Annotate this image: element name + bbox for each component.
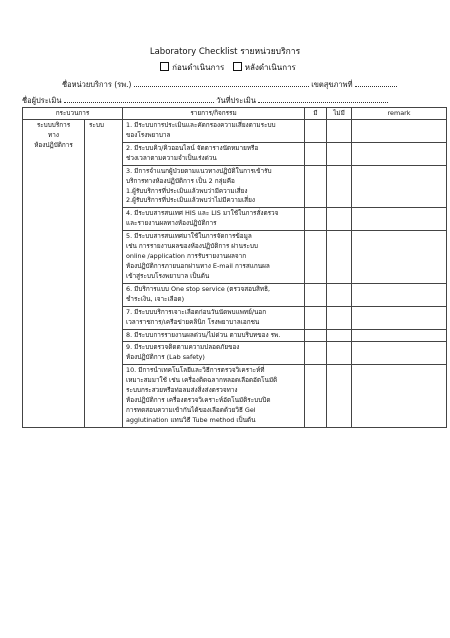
remark-cell[interactable]	[352, 283, 447, 306]
region-label: เขตสุขภาพที่	[311, 80, 353, 89]
activity-text-line: 10. มีการนำเทคโนโลยีและวิธีการตรวจวิเคราะห์ที่	[126, 366, 265, 375]
activity-text-line: ห้องปฏิบัติการ (Lab safety)	[126, 353, 205, 362]
activity-cell	[123, 365, 305, 428]
remark-cell[interactable]	[352, 120, 447, 143]
yes-cell[interactable]	[305, 165, 327, 208]
table-header-row	[23, 108, 447, 120]
yes-cell[interactable]	[305, 306, 327, 329]
no-cell[interactable]	[327, 208, 352, 231]
activity-text-line: เวลาราชการ/เครือข่ายคลินิก โรงพยาบาลเอกชน	[126, 317, 260, 326]
region-field[interactable]	[355, 78, 397, 87]
activity-text-line: และรายงานผลทางห้องปฏิบัติการ	[126, 219, 217, 228]
activity-text-line: online /application การรับรายงานผลจาก	[126, 252, 247, 261]
no-cell[interactable]	[327, 142, 352, 165]
activity-text-line: agglutination แทนวิธี Tube method เป็นต้น	[126, 415, 256, 424]
process-cell	[23, 120, 85, 428]
yes-cell[interactable]	[305, 329, 327, 342]
yes-cell[interactable]	[305, 120, 327, 143]
activity-cell	[123, 231, 305, 284]
date-field[interactable]	[258, 94, 388, 103]
activity-cell	[123, 120, 305, 143]
activity-text-line: ห้องปฏิบัติการ เครื่องตรวจวิเคราะห์อัตโนมัติระบบปิด	[126, 396, 271, 405]
activity-text-line: 4. มีระบบสารสนเทศ HIS และ LIS มาใช้ในการสั่งตรวจ	[126, 209, 279, 218]
after-checkbox[interactable]	[233, 62, 242, 71]
activity-text-line: 9. มีระบบตรวจติดตามความปลอดภัยของ	[126, 343, 240, 352]
no-cell[interactable]	[327, 231, 352, 284]
unit-line	[62, 78, 397, 91]
yes-cell[interactable]	[305, 283, 327, 306]
activity-cell	[123, 165, 305, 208]
activity-text-line: ชำระเงิน, เจาะเลือด)	[126, 294, 185, 303]
remark-cell[interactable]	[352, 142, 447, 165]
column-header-remark: remark	[352, 108, 447, 120]
activity-text-line: ของโรงพยาบาล	[126, 130, 171, 139]
activity-text-line: 5. มีระบบสารสนเทศมาใช้ในการจัดการข้อมูล	[126, 232, 252, 241]
no-cell[interactable]	[327, 165, 352, 208]
column-header-process: กระบวนการ	[23, 108, 123, 120]
document-title: Laboratory Checklist รายหน่วยบริการ	[149, 47, 301, 57]
no-cell[interactable]	[327, 283, 352, 306]
remark-cell[interactable]	[352, 306, 447, 329]
activity-text-line: 1.ผู้รับบริการที่ประเมินแล้วพบว่ามีความเสี่ยง	[126, 186, 248, 195]
activity-text-line: 1. มีระบบการประเมินและคัดกรองความเสี่ยงตามระบบ	[126, 121, 276, 129]
activity-text-line: เช่น การรายงานผลของห้องปฏิบัติการ ผ่านระบบ	[126, 242, 258, 251]
activity-text-line: เข้าสู่ระบบโรงพยาบาล เป็นต้น	[126, 271, 210, 280]
yes-cell[interactable]	[305, 142, 327, 165]
date-label: วันที่ประเมิน	[216, 96, 256, 105]
activity-text-line: 8. มีระบบการรายงานผลด่วน/ไม่ด่วน ตามบริบทของ รพ.	[126, 330, 281, 339]
yes-cell[interactable]	[305, 231, 327, 284]
remark-cell[interactable]	[352, 342, 447, 365]
no-cell[interactable]	[327, 120, 352, 143]
assessment-phase-options	[0, 61, 450, 74]
activity-text-line: เหมาะสมมาใช้ เช่น เครื่องติดฉลากหลอดเลือดอัตโนมัติ	[126, 376, 278, 385]
assessor-label: ชื่อผู้ประเมิน	[22, 96, 62, 105]
remark-cell[interactable]	[352, 365, 447, 428]
process-label-line: ห้องปฏิบัติการ	[34, 140, 73, 149]
process-label-line: ระบบบริการ	[36, 121, 71, 129]
unit-label: ชื่อหน่วยบริการ (รพ.)	[62, 80, 132, 89]
activity-text-line: ระบบกระสวยหรือท่อลมส่งสิ่งส่งตรวจทาง	[126, 386, 238, 395]
table-row	[23, 120, 447, 143]
subprocess-cell: ระบบ	[85, 120, 123, 428]
before-checkbox[interactable]	[160, 62, 169, 71]
column-header-activity: รายการ/กิจกรรม	[123, 108, 305, 120]
activity-text-line: การทดสอบความเข้ากันได้ของเลือดด้วยวิธี Gel	[126, 405, 256, 414]
yes-cell[interactable]	[305, 342, 327, 365]
remark-cell[interactable]	[352, 329, 447, 342]
activity-cell	[123, 142, 305, 165]
activity-cell	[123, 283, 305, 306]
activity-text-line: 3. มีการจำแนกผู้ป่วยตามแนวทางปฏิบัติในการเข้ารับ	[126, 166, 272, 175]
activity-cell	[123, 208, 305, 231]
activity-text-line: ช่วงเวลาตามความจำเป็นเร่งด่วน	[126, 153, 217, 162]
activity-text-line: บริการทางห้องปฏิบัติการ เป็น 2 กลุ่มคือ	[126, 176, 235, 185]
activity-text-line: ห้องปฏิบัติการภายนอกผ่านทาง E-mail การสแกนผล	[126, 261, 270, 270]
assessor-field[interactable]	[64, 94, 214, 103]
remark-cell[interactable]	[352, 165, 447, 208]
activity-text-line: 6. มีบริการแบบ One stop service (ตรวจสอบสิทธิ,	[126, 284, 271, 293]
yes-cell[interactable]	[305, 208, 327, 231]
remark-cell[interactable]	[352, 231, 447, 284]
no-cell[interactable]	[327, 329, 352, 342]
activity-text-line: 2.ผู้รับบริการที่ประเมินแล้วพบว่าไม่มีความเสี่ยง	[126, 196, 255, 205]
no-cell[interactable]	[327, 306, 352, 329]
yes-cell[interactable]	[305, 365, 327, 428]
activity-cell	[123, 329, 305, 342]
after-label: หลังดำเนินการ	[244, 63, 296, 72]
column-header-no: ไม่มี	[327, 108, 352, 120]
before-label: ก่อนดำเนินการ	[172, 63, 225, 72]
assessor-line	[22, 94, 388, 107]
no-cell[interactable]	[327, 365, 352, 428]
activity-cell	[123, 306, 305, 329]
activity-text-line: 7. มีระบบบริการเจาะเลือดก่อนวันนัดพบแพทย์/นอก	[126, 307, 267, 316]
process-label-line: ทาง	[48, 130, 59, 139]
unit-field[interactable]	[134, 78, 309, 87]
activity-cell	[123, 342, 305, 365]
remark-cell[interactable]	[352, 208, 447, 231]
checklist-table	[22, 107, 447, 428]
column-header-yes: มี	[305, 108, 327, 120]
no-cell[interactable]	[327, 342, 352, 365]
activity-text-line: 2. มีระบบคิว/คิวออนไลน์ จัดตารางนัดหมายหรือ	[126, 143, 259, 152]
